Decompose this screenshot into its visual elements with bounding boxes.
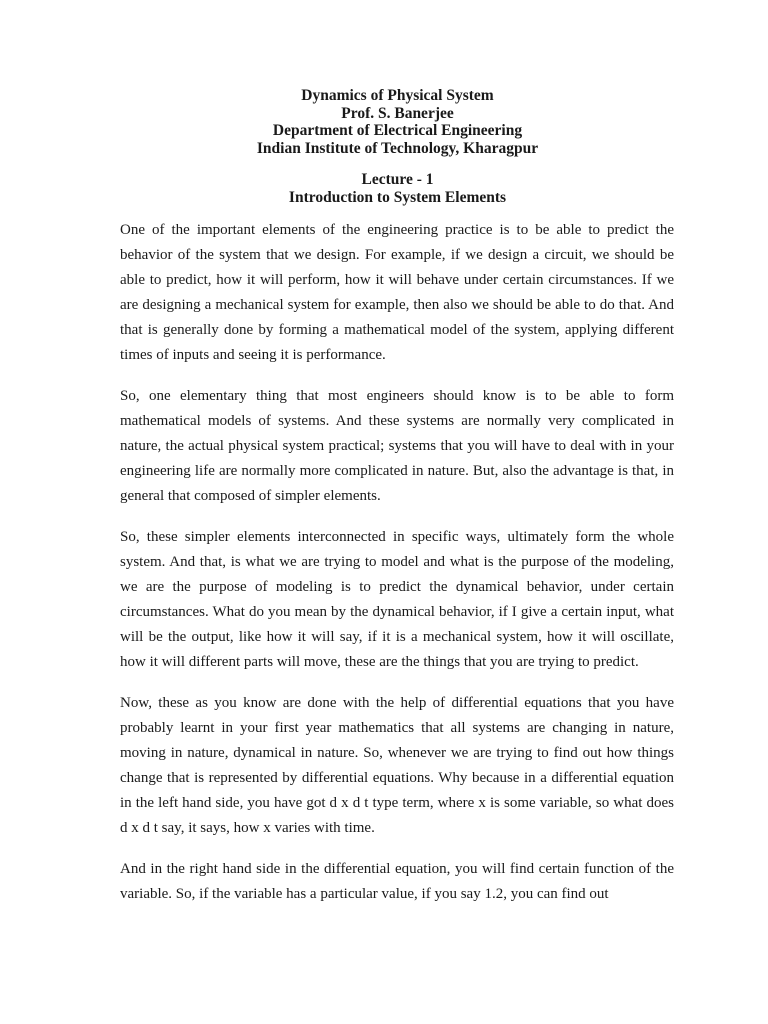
lecture-number: Lecture - 1 [361,171,434,188]
course-title: Dynamics of Physical System [301,87,494,104]
paragraph: So, one elementary thing that most engineers should know is to be able to form mathematical models of systems. And these systems are normally very complicated in nature, the actual physical system practical; systems that you will have to deal with in your engineering life are normally more complicated in nature. But, also the advantage is that, in general that composed of simpler elements. [120,388,674,504]
body-text [120,218,674,905]
clipped-paragraph-wrapper [120,857,674,905]
paragraph: Now, these as you know are done with the help of differential equations that you have probably learnt in your first year mathematics that all systems are changing in nature, moving in nature, dynamical in nature. So, whenever we are trying to find out how things change that is represented by differential equations. Why because in a differential equation in the left hand side, you have got d x d t type term, where x is some variable, so what does d x d t say, it says, how x varies with time. [120,695,674,836]
paragraph: And in the right hand side in the differential equation, you will find certain function of the variable. So, if the variable has a particular value, if you say 1.2, you can find out [120,861,674,902]
lecture-heading [0,171,768,206]
professor-name: Prof. S. Banerjee [341,104,454,122]
lecture-title: Introduction to System Elements [288,188,507,206]
document-header [0,87,768,157]
paragraph: So, these simpler elements interconnected in specific ways, ultimately form the whole system. And that, is what we are trying to model and what is the purpose of the modeling, we are the purpose of modeling is to predict the dynamical behavior, under certain circumstances. What do you mean by the dynamical behavior, if I give a certain input, what will be the output, like how it will say, if it is a mechanical system, how it will oscillate, how it will different parts will move, these are the things that you are trying to predict. [120,529,674,670]
department-name: Department of Electrical Engineering [272,122,523,139]
institute-name: Indian Institute of Technology, Kharagpur [256,139,539,157]
paragraph: One of the important elements of the engineering practice is to be able to predict the behavior of the system that we design. For example, if we design a circuit, we should be able to predict, how it will perform, how it will behave under certain circumstances. If we are designing a mechanical system for example, then also we should be able to do that. And that is generally done by forming a mathematical model of the system, applying different times of inputs and seeing it is performance. [120,222,674,363]
